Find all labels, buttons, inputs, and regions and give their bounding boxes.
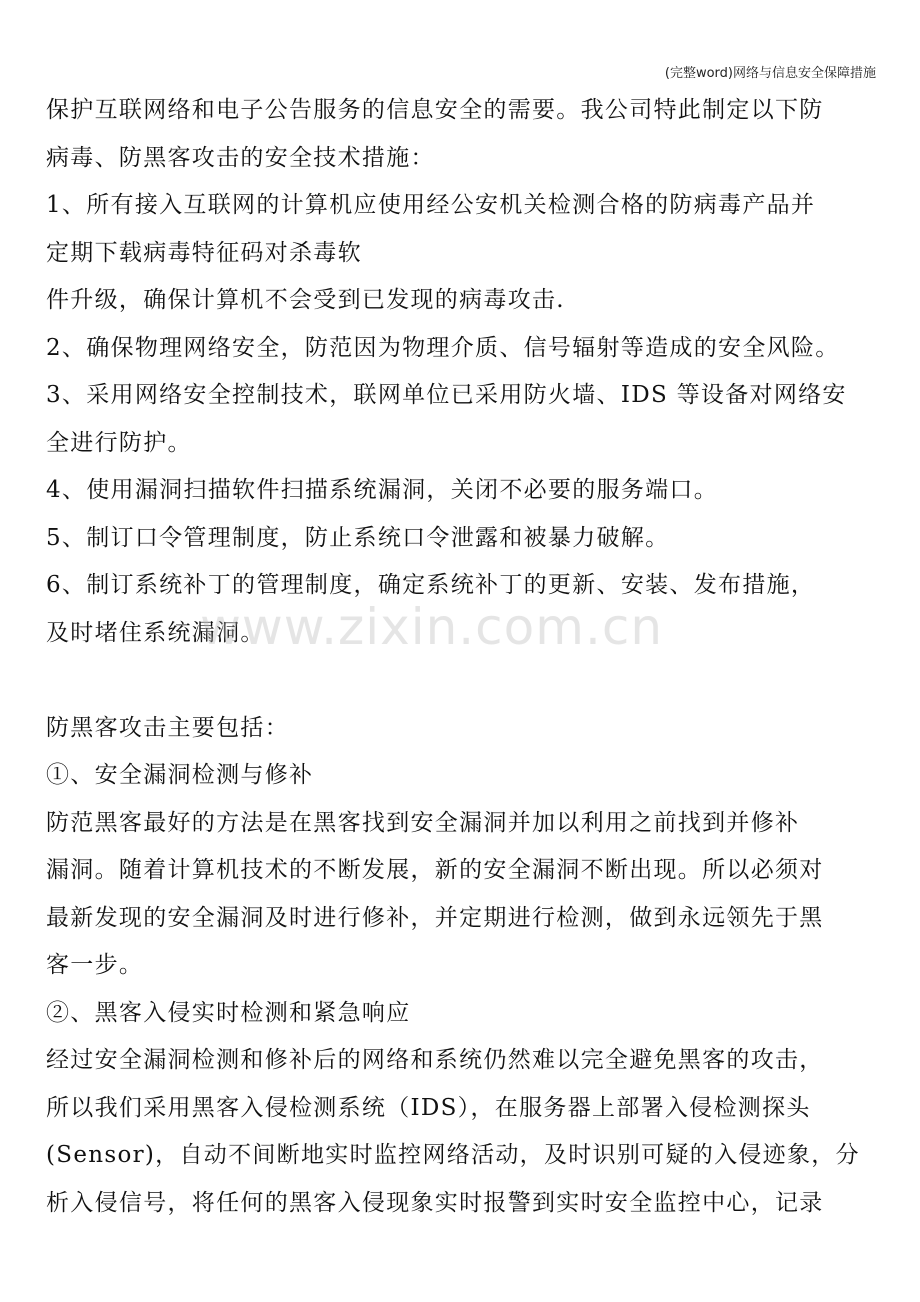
text-line: 定期下载病毒特征码对杀毒软 bbox=[46, 239, 362, 266]
text-line: 及时堵住系统漏洞。 bbox=[46, 619, 265, 646]
text-line: 1、所有接入互联网的计算机应使用经公安机关检测合格的防病毒产品并 bbox=[46, 192, 816, 218]
subsection-heading: ②、黑客入侵实时检测和紧急响应 bbox=[46, 999, 411, 1026]
text-line: 全进行防护。 bbox=[46, 429, 192, 456]
text-line: 防范黑客最好的方法是在黑客找到安全漏洞并加以利用之前找到并修补 bbox=[46, 809, 800, 836]
text-line: 经过安全漏洞检测和修补后的网络和系统仍然难以完全避免黑客的攻击， bbox=[46, 1047, 824, 1073]
section-heading: 防黑客攻击主要包括： bbox=[46, 714, 289, 741]
text-line: 3、采用网络安全控制技术，联网单位已采用防火墙、IDS 等设备对网络安 bbox=[46, 382, 847, 408]
text-line: 客一步。 bbox=[46, 952, 144, 978]
text-line: 件升级，确保计算机不会受到已发现的病毒攻击. bbox=[46, 287, 565, 313]
text-line: 病毒、防黑客攻击的安全技术措施： bbox=[46, 144, 435, 171]
text-line: 所以我们采用黑客入侵检测系统（IDS），在服务器上部署入侵检测探头 bbox=[46, 1094, 811, 1121]
subsection-heading: ①、安全漏洞检测与修补 bbox=[46, 762, 314, 788]
watermark: www.zixin.com.cn bbox=[200, 598, 664, 656]
document-body bbox=[46, 87, 886, 1227]
text-line: 2、确保物理网络安全，防范因为物理介质、信号辐射等造成的安全风险。 bbox=[46, 334, 840, 361]
text-line: 保护互联网络和电子公告服务的信息安全的需要。我公司特此制定以下防 bbox=[46, 97, 824, 123]
blank-line bbox=[46, 657, 886, 705]
text-line: 4、使用漏洞扫描软件扫描系统漏洞，关闭不必要的服务端口。 bbox=[46, 477, 719, 503]
text-line: 6、制订系统补丁的管理制度，确定系统补丁的更新、安装、发布措施， bbox=[46, 572, 816, 598]
text-line: (Sensor)，自动不间断地实时监控网络活动，及时识别可疑的入侵迹象，分 bbox=[46, 1142, 860, 1168]
running-header: (完整word)网络与信息安全保障措施 bbox=[664, 66, 876, 81]
text-line: 析入侵信号，将任何的黑客入侵现象实时报警到实时安全监控中心，记录 bbox=[46, 1189, 824, 1216]
text-line: 5、制订口令管理制度，防止系统口令泄露和被暴力破解。 bbox=[46, 524, 670, 551]
text-line: 漏洞。随着计算机技术的不断发展，新的安全漏洞不断出现。所以必须对 bbox=[46, 857, 824, 883]
text-line: 最新发现的安全漏洞及时进行修补，并定期进行检测，做到永远领先于黑 bbox=[46, 904, 824, 931]
